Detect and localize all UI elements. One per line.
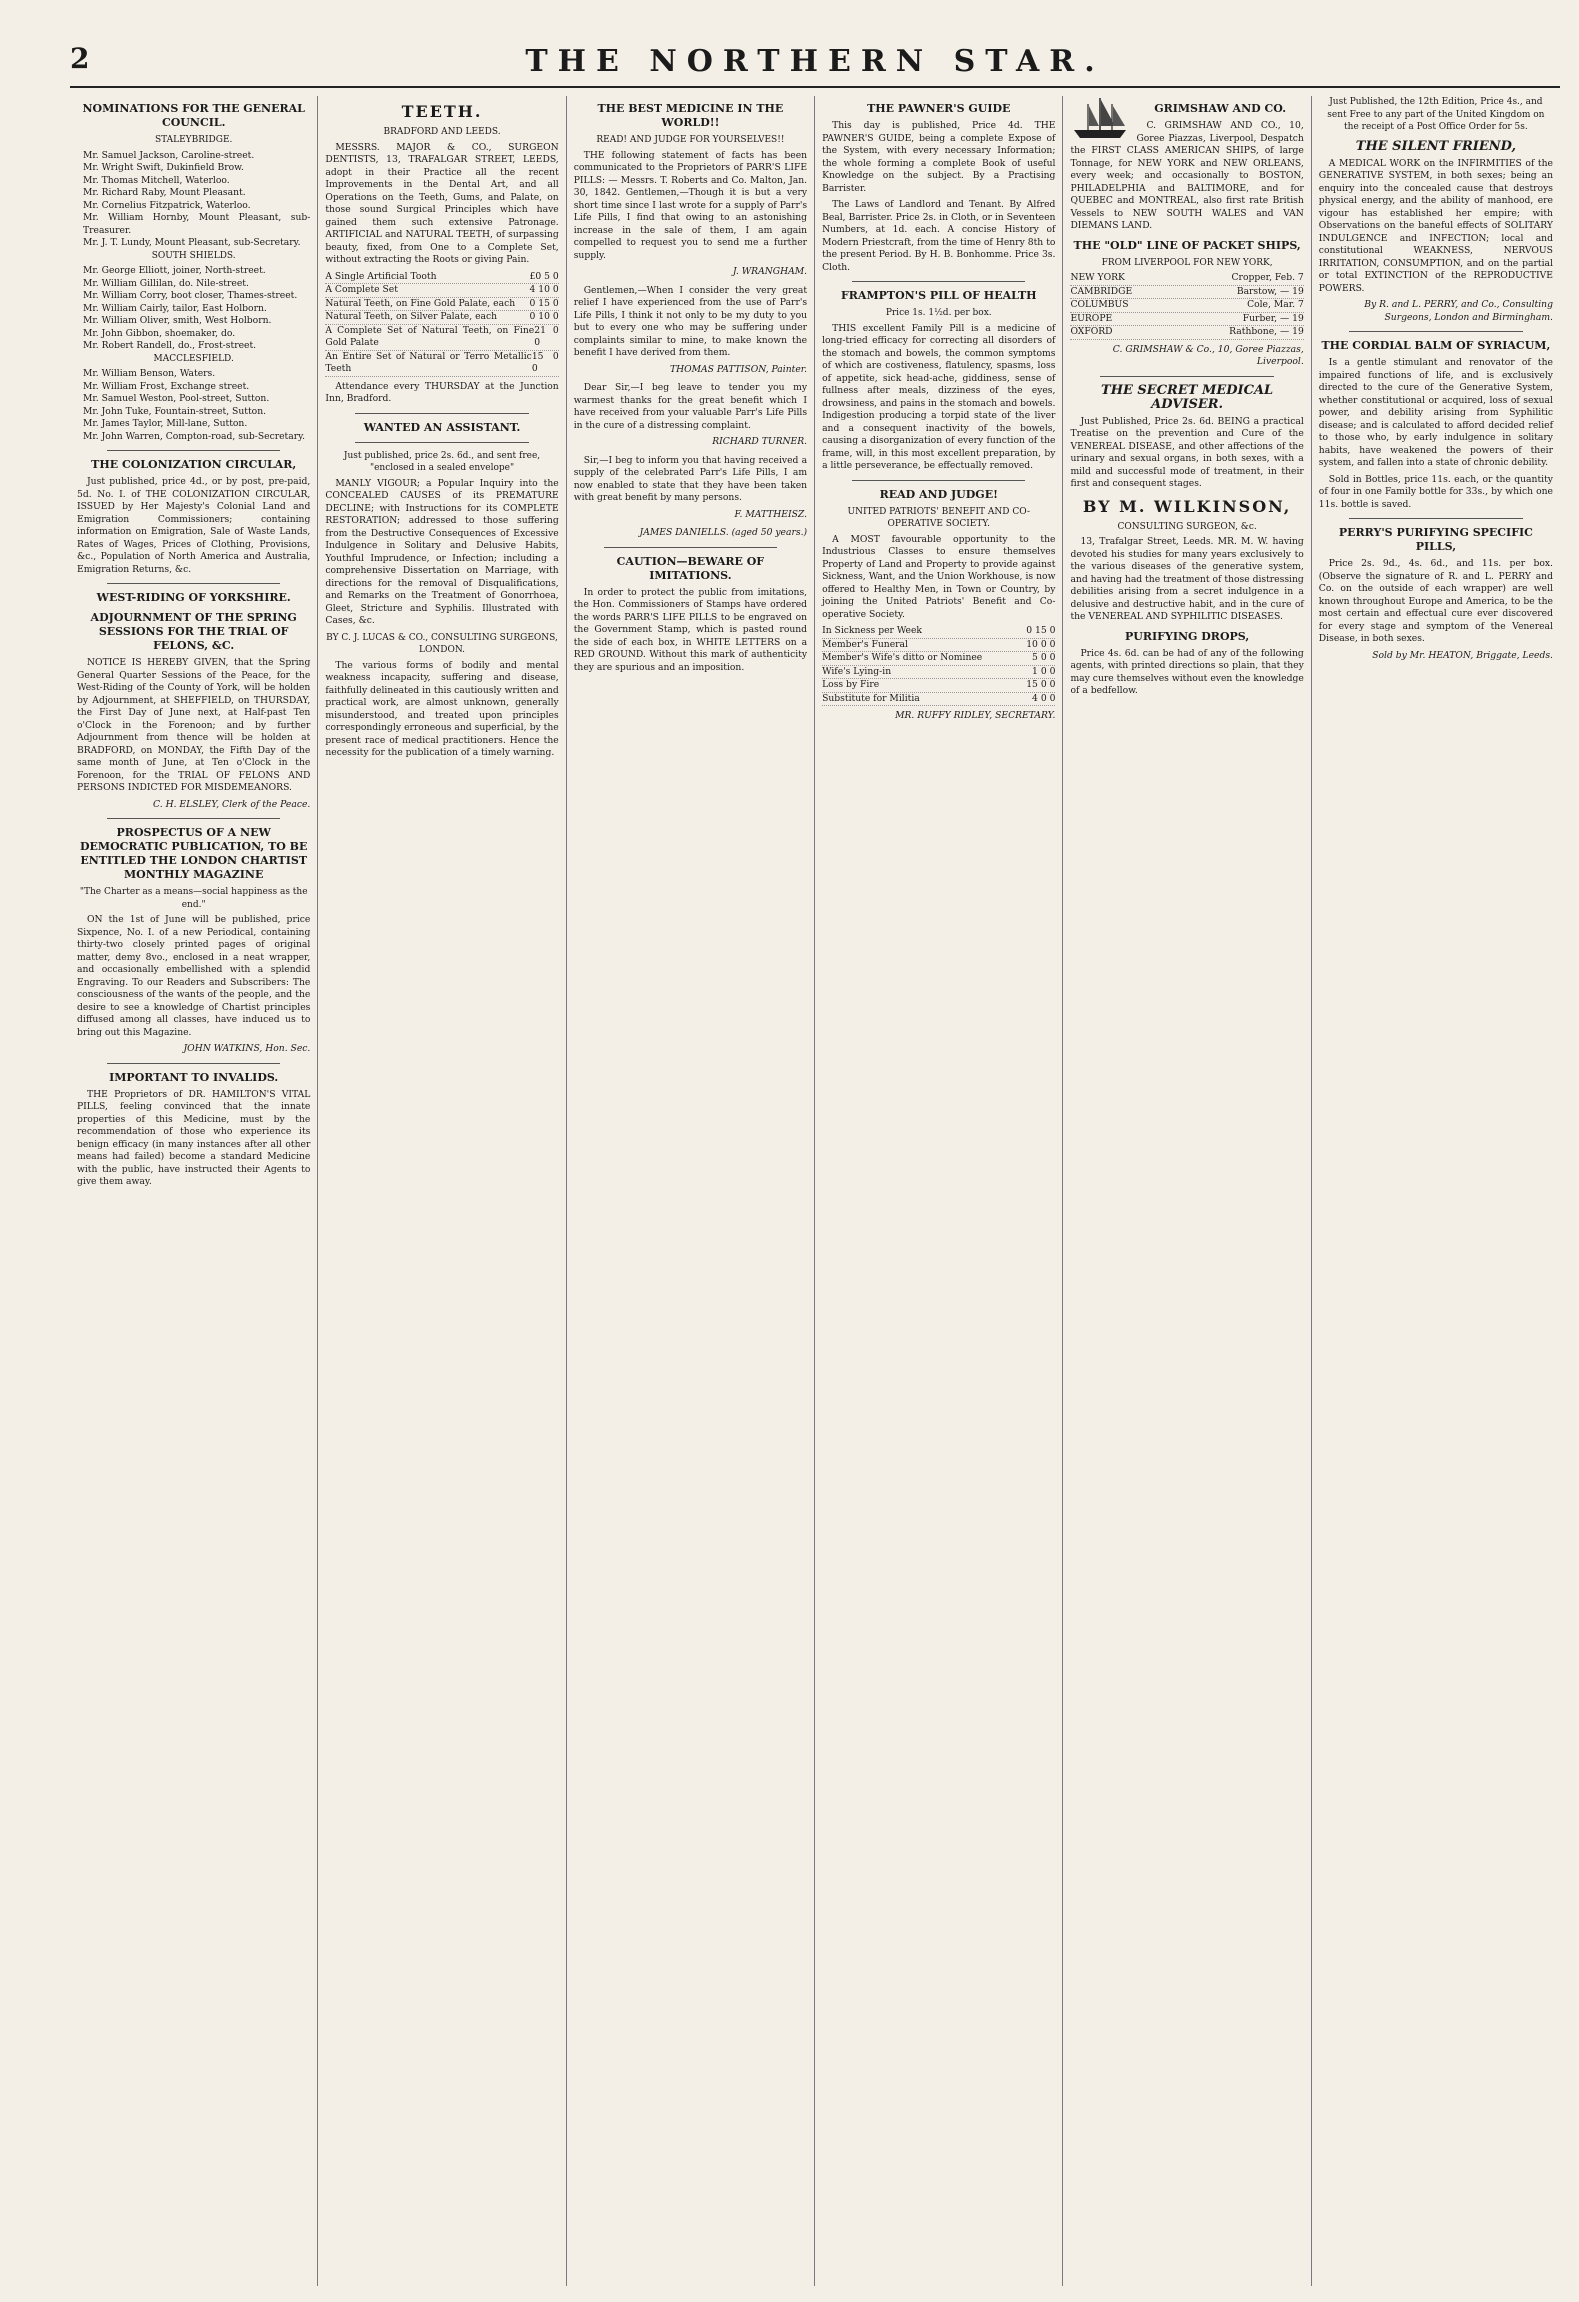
packet-line-subheading: FROM LIVERPOOL FOR NEW YORK,: [1101, 257, 1273, 268]
divider: [852, 281, 1025, 282]
region-heading: MACCLESFIELD.: [153, 353, 234, 364]
divider: [107, 583, 280, 584]
list-item-label: Member's Funeral: [822, 638, 908, 650]
invalids-text: THE Proprietors of DR. HAMILTON'S VITAL PILLS, feeling convinced that the innate properties of this Medicine, must by the recommendation of those who experience its benign efficacy (in many instances after all other means had failed) become a standard Medicine with the public, have instructed their Agents to give them away.: [77, 1088, 311, 1187]
wilkinson-heading: BY M. WILKINSON,: [1082, 496, 1292, 516]
prospectus-motto: "The Charter as a means—social happiness as the end.": [79, 887, 308, 910]
list-item: Mr. William Benson, Waters.: [83, 368, 216, 379]
list-item-value: 5 0 0: [1032, 652, 1056, 663]
nominations-heading: NOMINATIONS FOR THE GENERAL COUNCIL.: [82, 102, 305, 129]
cordial-text: Is a gentle stimulant and renovator of the impaired functions of life, and is exclusively directed to the cure of the Generative System, whether constitutional or acquired, loss of sexual power, and debility arising from Syphilitic disease; and is calculated to afford decided relief to those who, by early indulgence in solitary habits, have weakened the powers of their system, and fallen into a state of chronic debility.: [1318, 357, 1553, 468]
list-item: [1070, 286, 1303, 300]
frampton-text: THIS excellent Family Pill is a medicine of long-tried efficacy for correcting all disorders of the stomach and bowels, the common symptoms of which are costiveness, flatulency, spasms, loss of appetite, sick head-ache, giddiness, sense of fullness after meals, dizziness of the eyes, drowsiness, and pains in the stomach and bowels. Indigestion producing a torpid state of the liver and a consequent inactivity of the bowels, causing a disorganization of every function of the frame, will, in this most excellent preparation, by a little perseverance, be effectually removed.: [822, 322, 1056, 471]
list-item-label: Member's Wife's ditto or Nominee: [822, 652, 983, 663]
medicine-text-3: Dear Sir,—I beg leave to tender you my warmest thanks for the great benefit which I have received from your valuable Parr's Life Pills in the cure of a distressing complaint.: [573, 382, 808, 431]
pills-heading: PERRY'S PURIFYING SPECIFIC PILLS,: [1338, 526, 1533, 553]
list-item-label: NEW YORK: [1070, 272, 1125, 283]
column-2: [318, 96, 566, 2286]
manly-text-2: The various forms of bodily and mental weakness incapacity, suffering and disease, faithfully delineated in this cautiously written and practical work, are almost unknown, generally misunderstood, and treated upon principles correspondingly erroneous and superficial, by the present race of medical practitioners. Hence the necessity for the publication of a timely warning.: [325, 659, 559, 758]
region-heading: STALEYBRIDGE.: [154, 135, 233, 145]
testimonial-signature: THOMAS PATTISON, Painter.: [669, 363, 808, 375]
readjudge-subheading: UNITED PATRIOTS' BENEFIT AND CO-OPERATIVE SOCIETY.: [847, 506, 1030, 529]
caution-text: In order to protect the public from imitations, the Hon. Commissioners of Stamps have ordered the words PARR'S LIFE PILLS to be engraved on the Government Stamp, which is pasted round the side of each box, in WHITE LETTERS on a RED GROUND. Without this mark of authenticity they are spurious and an imposition.: [573, 586, 808, 673]
list-item: Mr. William Hornby, Mount Pleasant, sub-Treasurer.: [83, 212, 311, 236]
list-item-label: EUROPE: [1070, 312, 1113, 324]
manly-authors: BY C. J. LUCAS & CO., CONSULTING SURGEONS, LONDON.: [326, 632, 558, 655]
list-item: Mr. Thomas Mitchell, Waterloo.: [83, 174, 230, 186]
colonization-text: Just published, price 4d., or by post, pre-paid, 5d. No. I. of THE COLONIZATION CIRCULAR, ISSUED by Her Majesty's Colonial Land and Emigration Commissioners; containing information on Emigration, Sale of Waste Lands, Rates of Wages, Prices of Clothing, Provisions, &c., Population of North America and Australia, Emigration Returns, &c.: [77, 476, 311, 575]
divider: [604, 547, 777, 548]
medicine-subheading: READ! AND JUDGE FOR YOURSELVES!!: [596, 135, 785, 145]
pills-text: Price 2s. 9d., 4s. 6d., and 11s. per box. (Observe the signature of R. and L. PERRY and Co. on the outside of each wrapper) are well known throughout Europe and America, to be the most certain and effectual cure ever discovered for every stage and symptom of the Venereal Disease, in both sexes.: [1318, 558, 1553, 644]
prospectus-signature: JOHN WATKINS, Hon. Sec.: [183, 1043, 311, 1054]
testimonial-signature: RICHARD TURNER.: [712, 436, 808, 447]
list-item-value: 0 15 0: [529, 297, 559, 309]
list-item: Mr. George Elliott, joiner, North-street.: [83, 265, 266, 276]
list-item-label: OXFORD: [1070, 326, 1113, 337]
testimonial-signature: J. WRANGHAM.: [732, 266, 808, 277]
teeth-price-list: [325, 271, 558, 377]
list-item: [325, 351, 558, 377]
list-item: [325, 325, 558, 351]
frampton-heading: FRAMPTON'S PILL OF HEALTH: [840, 289, 1037, 302]
list-item-label: An Entire Set of Natural or Terro Metallic Teeth: [325, 350, 532, 374]
manly-intro: Just published, price 2s. 6d., and sent free, "enclosed in a sealed envelope": [343, 450, 541, 473]
pills-signature: Sold by Mr. HEATON, Briggate, Leeds.: [1372, 649, 1553, 661]
readjudge-text: A MOST favourable opportunity to the Industrious Classes to ensure themselves Property of Land and Property to provide against Sickness, Want, and the Union Workhouse, is now offered to Healthy Men, in Town or Country, by joining the United Patriots' Benefit and Co-operative Society.: [822, 533, 1056, 620]
nomination-list: [77, 265, 310, 353]
list-item-value: 4 0 0: [1032, 692, 1056, 704]
assistant-heading: WANTED AN ASSISTANT.: [363, 420, 521, 434]
divider: [1100, 376, 1273, 377]
list-item: Mr. Robert Randell, do., Frost-street.: [83, 340, 257, 351]
column-4: [815, 96, 1063, 2286]
pawner-heading: THE PAWNER'S GUIDE: [867, 102, 1011, 115]
ship-heading: GRIMSHAW AND CO.: [1154, 102, 1287, 115]
invalids-heading: IMPORTANT TO INVALIDS.: [109, 1070, 279, 1084]
silent-heading: THE SILENT FRIEND,: [1355, 138, 1516, 154]
column-5: [1063, 96, 1311, 2286]
medicine-text-4: Sir,—I beg to inform you that having received a supply of the celebrated Parr's Life Pills, I am now enabled to state that they have been taken with great benefit by many persons.: [573, 454, 808, 503]
list-item: Mr. Wright Swift, Dukinfield Brow.: [83, 162, 244, 173]
list-item: Mr. William Corry, boot closer, Thames-street.: [83, 290, 298, 301]
list-item: [822, 666, 1055, 680]
teeth-attendance: Attendance every THURSDAY at the Junction Inn, Bradford.: [325, 380, 559, 404]
adviser-heading: THE SECRET MEDICAL ADVISER.: [1101, 382, 1274, 412]
list-item-label: A Complete Set: [325, 284, 398, 295]
pawner-text-2: The Laws of Landlord and Tenant. By Alfred Beal, Barrister. Price 2s. in Cloth, or in Seventeen Numbers, at 1d. each. A concise History of Modern Priestcraft, from the time of Henry 8th to the present Period. By H. B. Bonhomme. Price 3s. Cloth.: [822, 199, 1056, 273]
ship-schedule: [1070, 272, 1303, 340]
teeth-text: MESSRS. MAJOR & CO., SURGEON DENTISTS, 13, TRAFALGAR STREET, LEEDS, adopt in their Practice all the recent Improvements in the Dental Art, and all Operations on the Teeth, Gums, and Palate, on those sound Surgical Principles which have gained them such extensive Patronage. ARTIFICIAL and NATURAL TEETH, of surpassing beauty, fixed, from One to a Complete Set, without extracting the Roots or giving Pain.: [325, 141, 559, 265]
frampton-price: Price 1s. 1½d. per box.: [885, 308, 992, 318]
prospectus-text: ON the 1st of June will be published, price Sixpence, No. I. of a new Periodical, containing thirty-two closely printed pages of original matter, demy 8vo., enclosed in a neat wrapper, and occasionally embellished with a splendid Engraving. To our Readers and Subscribers: The consciousness of the wants of the people, and the desire to see a knowledge of Chartist principles diffused among all classes, have induced us to bring out this Magazine.: [77, 914, 311, 1038]
pawner-text: This day is published, Price 4d. THE PAWNER'S GUIDE, being a complete Expose of the System, with every necessary Information; the whole forming a complete Book of useful Knowledge on the subject. By a Practising Barrister.: [822, 120, 1056, 194]
list-item: Mr. Samuel Weston, Pool-street, Sutton.: [83, 393, 270, 404]
ship-text: C. GRIMSHAW AND CO., 10, Goree Piazzas, Liverpool, Despatch the FIRST CLASS AMERICAN SHIPS, of large Tonnage, for NEW YORK and NEW ORLEANS, every week; and occasionally to BOSTON, PHILADELPHIA and BALTIMORE, and for QUEBEC and MONTREAL, also first rate British Vessels to NEW SOUTH WALES and VAN DIEMANS LAND.: [1070, 120, 1304, 231]
ship-icon: [1070, 96, 1130, 142]
teeth-subheading: BRADFORD AND LEEDS.: [383, 127, 501, 137]
purifying-heading: PURIFYING DROPS,: [1125, 629, 1250, 643]
list-item-value: Cropper, Feb. 7: [1231, 272, 1304, 283]
list-item-label: Wife's Lying-in: [822, 665, 892, 677]
list-item: [1070, 272, 1303, 286]
adjournment-text: NOTICE IS HEREBY GIVEN, that the Spring General Quarter Sessions of the Peace, for the West-Riding of the County of York, will be holden by Adjournment, at SHEFFIELD, on THURSDAY, the First Day of June next, at Half-past Ten o'Clock in the Forenoon; and by further Adjournment from thence will be holden at BRADFORD, on MONDAY, the Fifth Day of the same month of June, at Ten o'Clock in the Forenoon, for the TRIAL OF FELONS AND PERSONS INDICTED FOR MISDEMEANORS.: [77, 657, 311, 793]
column-6: [1312, 96, 1560, 2286]
benefits-list: [822, 625, 1055, 706]
columns: [70, 96, 1560, 2286]
readjudge-signature: MR. RUFFY RIDLEY, SECRETARY.: [895, 710, 1056, 721]
medicine-text: THE following statement of facts has been communicated to the Proprietors of PARR'S LIFE PILLS: — Messrs. T. Roberts and Co. Malton, Jan. 30, 1842. Gentlemen,—Though it is but a very short time since I last wrote for a supply of Parr's Life Pills, I find that owing to an astonishing increase in the sale of them, I am again compelled to request you to send me a further supply.: [573, 149, 808, 261]
list-item: [822, 639, 1055, 653]
list-item: Mr. William Gillilan, do. Nile-street.: [83, 277, 249, 289]
divider: [107, 450, 280, 451]
list-item-label: In Sickness per Week: [822, 625, 922, 636]
list-item-label: A Complete Set of Natural Teeth, on Fine Gold Palate: [325, 324, 535, 348]
prospectus-heading: PROSPECTUS OF A NEW DEMOCRATIC PUBLICATION, TO BE ENTITLED THE LONDON CHARTIST MONTHLY MAGAZINE: [80, 826, 308, 881]
divider: [852, 480, 1025, 481]
cordial-text-2: Sold in Bottles, price 11s. each, or the quantity of four in one Family bottle for 33s., by which one 11s. bottle is saved.: [1318, 473, 1553, 510]
list-item-value: £0 5 0: [529, 270, 559, 282]
list-item: [325, 311, 558, 325]
list-item: [1070, 313, 1303, 327]
list-item: Mr. John Tuke, Fountain-street, Sutton.: [83, 405, 267, 417]
list-item: Mr. William Cairly, tailor, East Holborn.: [83, 302, 267, 314]
manly-text: MANLY VIGOUR; a Popular Inquiry into the CONCEALED CAUSES of its PREMATURE DECLINE; with Instructions for its COMPLETE RESTORATION; addressed to those suffering from the Destructive Consequences of Excessive Indulgence in Solitary and Delusive Habits, Youthful Imprudence, or Infection; including a comprehensive Dissertation on Marriage, with directions for the removal of Disqualifications, and Remarks on the Treatment of Gonorrhoea, Gleet, Stricture and Syphilis. Illustrated with Cases, &c.: [325, 477, 559, 626]
medicine-heading: THE BEST MEDICINE IN THE WORLD!!: [597, 102, 784, 129]
list-item-value: 15 0 0: [1026, 679, 1056, 690]
list-item-value: Rathbone, — 19: [1229, 326, 1304, 337]
colonization-heading: THE COLONIZATION CIRCULAR,: [91, 458, 297, 471]
list-item-label: Natural Teeth, on Silver Palate, each: [325, 311, 498, 322]
list-item: [1070, 299, 1303, 313]
list-item-label: Loss by Fire: [822, 679, 880, 690]
divider: [355, 442, 528, 443]
silent-signature: By R. and L. PERRY, and Co., Consulting Surgeons, London and Birmingham.: [1364, 299, 1553, 323]
list-item-label: A Single Artificial Tooth: [325, 270, 437, 282]
list-item-value: 0 10 0: [529, 311, 559, 322]
list-item: Mr. John Warren, Compton-road, sub-Secretary.: [83, 430, 305, 442]
silent-intro: Just Published, the 12th Edition, Price 4s., and sent Free to any part of the United Kingdom on the receipt of a Post Office Order for 5s.: [1327, 97, 1545, 132]
caution-heading: CAUTION—BEWARE OF IMITATIONS.: [616, 554, 765, 582]
divider: [1349, 518, 1523, 519]
list-item: [325, 271, 558, 285]
list-item: Mr. Cornelius Fitzpatrick, Waterloo.: [83, 199, 251, 211]
region-heading: SOUTH SHIELDS.: [151, 250, 236, 261]
medicine-text-2: Gentlemen,—When I consider the very great relief I have experienced from the use of Parr's Life Pills, I think it not only to be my duty to you but to every one who may be suffering under complaints similar to mine, to make known the benefit I have derived from them.: [573, 284, 808, 358]
list-item: Mr. Samuel Jackson, Caroline-street.: [83, 149, 255, 161]
list-item: Mr. William Frost, Exchange street.: [83, 380, 250, 392]
adjournment-heading: ADJOURNMENT OF THE SPRING SESSIONS FOR THE TRIAL OF FELONS, &C.: [90, 611, 297, 652]
column-3: [567, 96, 815, 2286]
list-item: Mr. James Taylor, Mill-lane, Sutton.: [83, 418, 248, 429]
list-item: Mr. William Oliver, smith, West Holborn.: [83, 315, 272, 326]
list-item: [822, 625, 1055, 639]
list-item-label: CAMBRIDGE: [1070, 285, 1133, 297]
list-item: [1070, 326, 1303, 340]
list-item: Mr. Richard Raby, Mount Pleasant.: [83, 187, 246, 198]
readjudge-heading: READ AND JUDGE!: [879, 487, 998, 501]
list-item: [325, 298, 558, 312]
list-item-value: 10 0 0: [1026, 638, 1056, 650]
list-item-label: COLUMBUS: [1070, 299, 1129, 310]
adjournment-signature: C. H. ELSLEY, Clerk of the Peace.: [153, 798, 311, 810]
list-item-value: 0 15 0: [1026, 625, 1056, 636]
list-item: [325, 284, 558, 298]
paper-title: THE NORTHERN STAR.: [525, 44, 1105, 79]
list-item-value: 1 0 0: [1032, 665, 1056, 677]
list-item-label: Natural Teeth, on Fine Gold Palate, each: [325, 297, 516, 309]
cordial-heading: THE CORDIAL BALM OF SYRIACUM,: [1321, 339, 1551, 352]
list-item-value: 21 0 0: [534, 324, 559, 348]
divider: [107, 818, 280, 819]
column-1: [70, 96, 318, 2286]
list-item: Mr. John Gibbon, shoemaker, do.: [83, 327, 236, 339]
testimonial-signature: JAMES DANIELLS. (aged 50 years.): [639, 527, 808, 538]
ship-signature: C. GRIMSHAW & Co., 10, Goree Piazzas, Liverpool.: [1112, 343, 1304, 367]
list-item-value: 4 10 0: [529, 284, 559, 295]
nomination-list: [77, 368, 310, 443]
list-item-value: Cole, Mar. 7: [1247, 299, 1304, 310]
list-item-value: Furber, — 19: [1242, 312, 1304, 324]
divider: [1349, 331, 1523, 332]
list-item: Mr. J. T. Lundy, Mount Pleasant, sub-Secretary.: [83, 237, 301, 248]
teeth-heading: TEETH.: [401, 102, 483, 121]
list-item: [822, 652, 1055, 666]
packet-line-heading: THE "OLD" LINE OF PACKET SHIPS,: [1073, 238, 1301, 252]
testimonial-signature: F. MATTHEISZ.: [734, 508, 808, 520]
silent-text: A MEDICAL WORK on the INFIRMITIES of the GENERATIVE SYSTEM, in both sexes; being an enquiry into the concealed cause that destroys physical energy, and the ability of manhood, ere vigour has established her empire; with Observations on the baneful effects of SOLITARY INDULGENCE and INFECTION; local and constitutional WEAKNESS, NERVOUS IRRITATION, CONSUMPTION, and on the partial or total EXTINCTION of the REPRODUCTIVE POWERS.: [1318, 157, 1553, 294]
divider: [355, 413, 528, 414]
list-item-value: 15 0 0: [531, 350, 559, 374]
westriding-heading: WEST-RIDING OF YORKSHIRE.: [96, 591, 291, 604]
nomination-list: [77, 150, 310, 250]
divider: [107, 1063, 280, 1064]
purifying-text: Price 4s. 6d. can be had of any of the following agents, with printed directions so plain, that they may cure themselves without even the knowledge of a bedfellow.: [1070, 647, 1304, 696]
wilkinson-text: 13, Trafalgar Street, Leeds. MR. M. W. having devoted his studies for many years exclusively to the various diseases of the generative system, and having had the treatment of those distressing debilities arising from a secret indulgence in a delusive and destructive habit, and in the cure of the VENEREAL AND SYPHILITIC DISEASES.: [1070, 536, 1304, 622]
page-number: 2: [70, 42, 90, 75]
masthead: [70, 42, 1560, 88]
adviser-text: Just Published, Price 2s. 6d. BEING a practical Treatise on the prevention and Cure of the VENEREAL DISEASE, and other affections of the urinary and sexual organs, in both sexes, with a mild and successful mode of treatment, in their first and consequent stages.: [1070, 415, 1304, 489]
list-item-label: Substitute for Militia: [822, 692, 920, 704]
list-item-value: Barstow, — 19: [1236, 285, 1304, 297]
list-item: [822, 679, 1055, 693]
list-item: [822, 693, 1055, 707]
wilkinson-subheading: CONSULTING SURGEON, &c.: [1117, 521, 1257, 532]
